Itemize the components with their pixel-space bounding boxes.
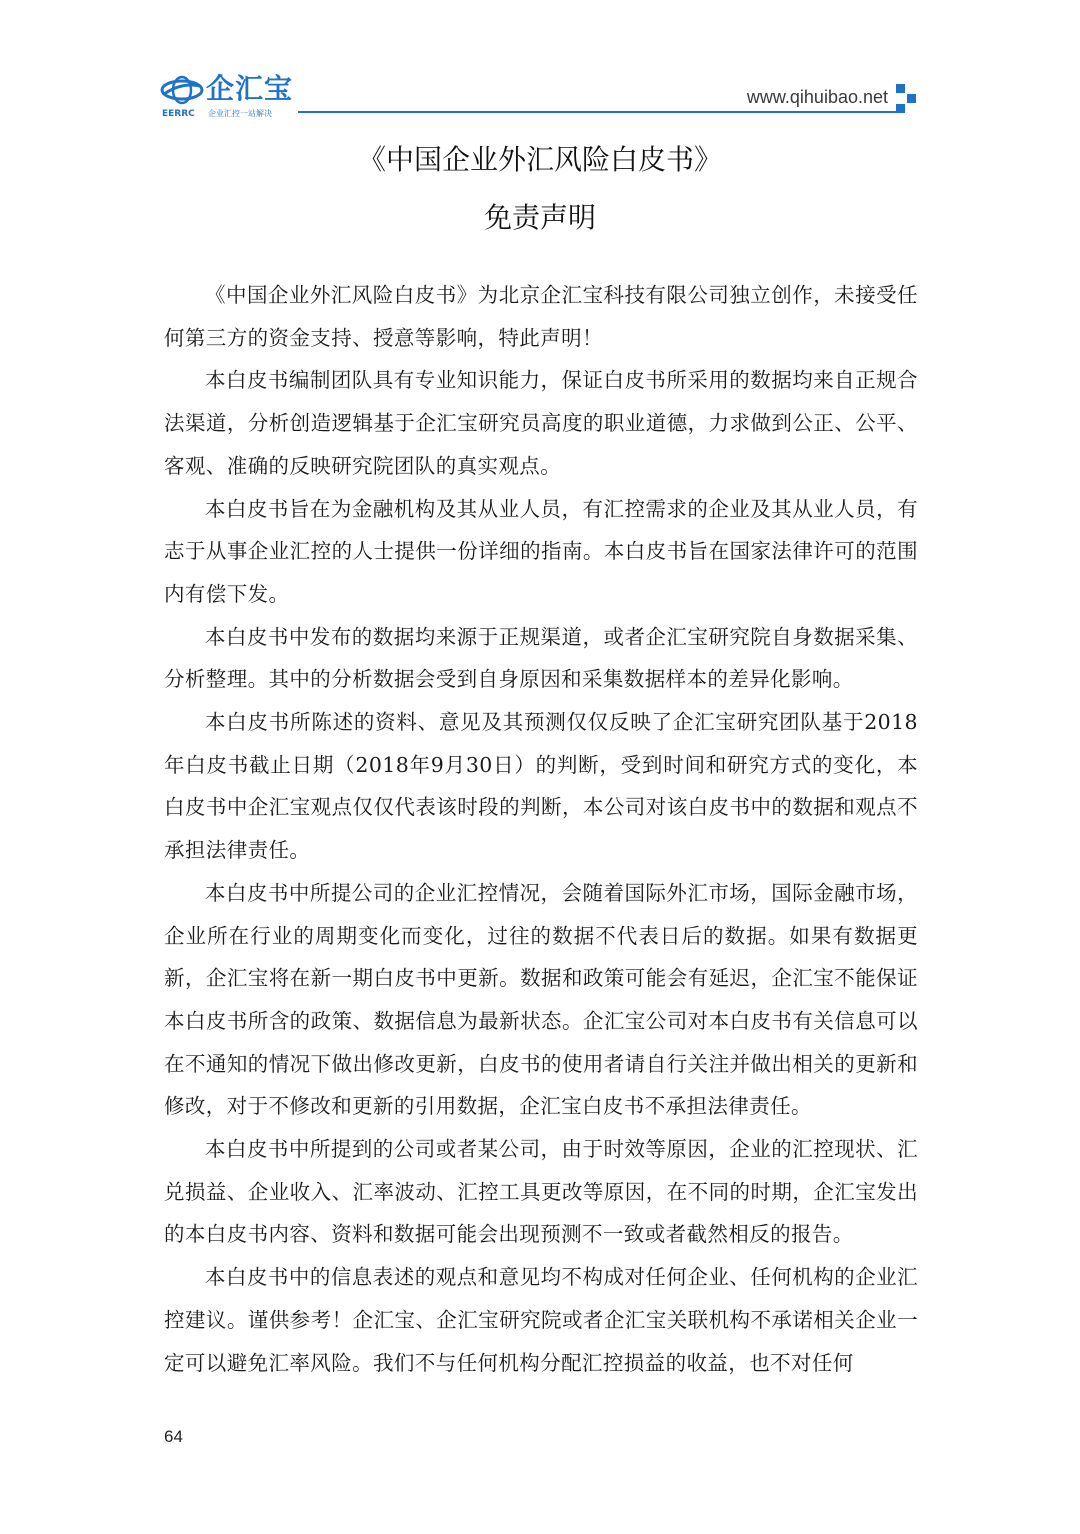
logo-en-text: EERRC — [162, 109, 195, 119]
page-header — [0, 0, 1080, 130]
header-divider — [298, 111, 896, 113]
corner-squares-icon — [896, 84, 918, 114]
site-url: www.qihuibao.net — [746, 87, 888, 107]
page-number: 64 — [164, 1427, 183, 1446]
paragraph: 本白皮书中的信息表述的观点和意见均不构成对任何企业、任何机构的企业汇控建议。谨供参考！企汇宝、企汇宝研究院或者企汇宝关联机构不承诺相关企业一定可以避免汇率风险。我们不与任何机构分配汇控损益的收益，也不对任何 — [164, 1265, 918, 1375]
paragraph: 本白皮书旨在为金融机构及其从业人员，有汇控需求的企业及其从业人员，有志于从事企业汇控的人士提供一份详细的指南。本白皮书旨在国家法律许可的范围内有偿下发。 — [164, 496, 918, 606]
paragraph: 本白皮书编制团队具有专业知识能力，保证白皮书所采用的数据均来自正规合法渠道，分析创造逻辑基于企汇宝研究员高度的职业道德，力求做到公正、公平、客观、准确的反映研究院团队的真实观点。 — [164, 368, 918, 478]
disclaimer-body — [164, 274, 918, 1384]
globe-logo-icon — [160, 74, 204, 106]
logo-tagline: 企业汇控一站解决 — [208, 109, 272, 118]
paragraph: 本白皮书中发布的数据均来源于正规渠道，或者企汇宝研究院自身数据采集、分析整理。其中的分析数据会受到自身原因和采集数据样本的差异化影响。 — [164, 624, 918, 692]
document-title: 《中国企业外汇风险白皮书》 — [357, 143, 722, 176]
company-logo — [160, 70, 300, 120]
paragraph: 本白皮书中所提公司的企业汇控情况，会随着国际外汇市场，国际金融市场，企业所在行业的周期变化而变化，过往的数据不代表日后的数据。如果有数据更新，企汇宝将在新一期白皮书中更新。数据和政策可能会有延迟，企汇宝不能保证本白皮书所含的政策、数据信息为最新状态。企汇宝公司对本白皮书有关信息可以在不通知的情况下做出修改更新，白皮书的使用者请自行关注并做出相关的更新和修改，对于不修改和更新的引用数据，企汇宝白皮书不承担法律责任。 — [164, 880, 918, 1119]
logo-name: 企汇宝 — [206, 72, 294, 105]
paragraph: 本白皮书中所提到的公司或者某公司，由于时效等原因，企业的汇控现状、汇兑损益、企业收入、汇率波动、汇控工具更改等原因，在不同的时期，企汇宝发出的本白皮书内容、资料和数据可能会出现预测不一致或者截然相反的报告。 — [164, 1137, 918, 1247]
paragraph: 《中国企业外汇风险白皮书》为北京企汇宝科技有限公司独立创作，未接受任何第三方的资金支持、授意等影响，特此声明！ — [164, 283, 918, 350]
paragraph: 本白皮书所陈述的资料、意见及其预测仅仅反映了企汇宝研究团队基于2018年白皮书截止日期（2018年9月30日）的判断，受到时间和研究方式的变化，本白皮书中企汇宝观点仅仅代表该时段的判断，本公司对该白皮书中的数据和观点不承担法律责任。 — [164, 710, 918, 863]
document-subtitle: 免责声明 — [483, 201, 596, 234]
